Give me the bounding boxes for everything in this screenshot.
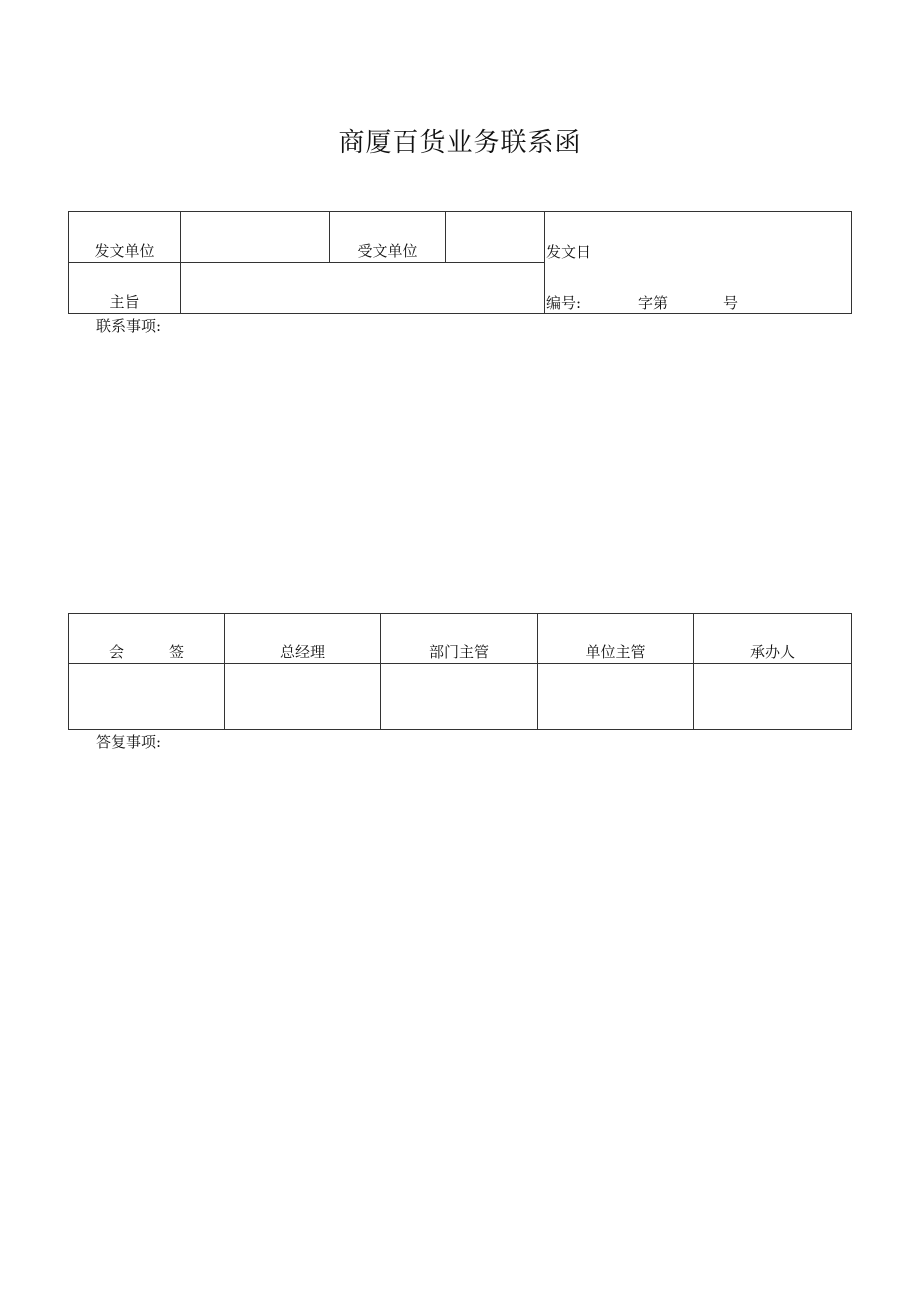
signoff-cell-handler[interactable] xyxy=(697,670,847,724)
doc-number-zi: 字第 xyxy=(638,294,669,312)
reply-items-label: 答复事项: xyxy=(96,733,162,751)
reply-items-area[interactable] xyxy=(96,756,850,1236)
signoff-header-general-manager: 总经理 xyxy=(279,643,325,661)
signoff-header-countersign: 会 签 xyxy=(108,643,184,661)
issue-date-label: 发文日 xyxy=(546,243,592,261)
signoff-divider xyxy=(537,613,538,729)
receiver-unit-label: 受文单位 xyxy=(357,242,418,260)
subject-label: 主旨 xyxy=(109,293,140,311)
signoff-divider xyxy=(693,613,694,729)
signoff-cell-countersign[interactable] xyxy=(72,670,220,724)
signoff-cell-dept-supervisor[interactable] xyxy=(384,670,533,724)
signoff-cell-unit-supervisor[interactable] xyxy=(541,670,689,724)
signoff-row-divider xyxy=(68,663,851,664)
header-row-divider xyxy=(68,262,544,263)
signoff-header-unit-supervisor: 单位主管 xyxy=(585,643,646,661)
header-divider xyxy=(544,211,545,313)
sender-unit-label: 发文单位 xyxy=(94,242,155,260)
contact-items-area[interactable] xyxy=(96,340,850,605)
signoff-divider xyxy=(380,613,381,729)
document-title: 商厦百货业务联系函 xyxy=(338,128,582,158)
doc-number-label: 编号: xyxy=(546,294,582,312)
header-divider xyxy=(445,211,446,262)
signoff-header-handler: 承办人 xyxy=(749,643,795,661)
signoff-header-dept-supervisor: 部门主管 xyxy=(428,643,489,661)
signoff-cell-general-manager[interactable] xyxy=(228,670,376,724)
signoff-divider xyxy=(224,613,225,729)
doc-number-hao: 号 xyxy=(723,294,739,312)
contact-items-label: 联系事项: xyxy=(96,317,162,335)
